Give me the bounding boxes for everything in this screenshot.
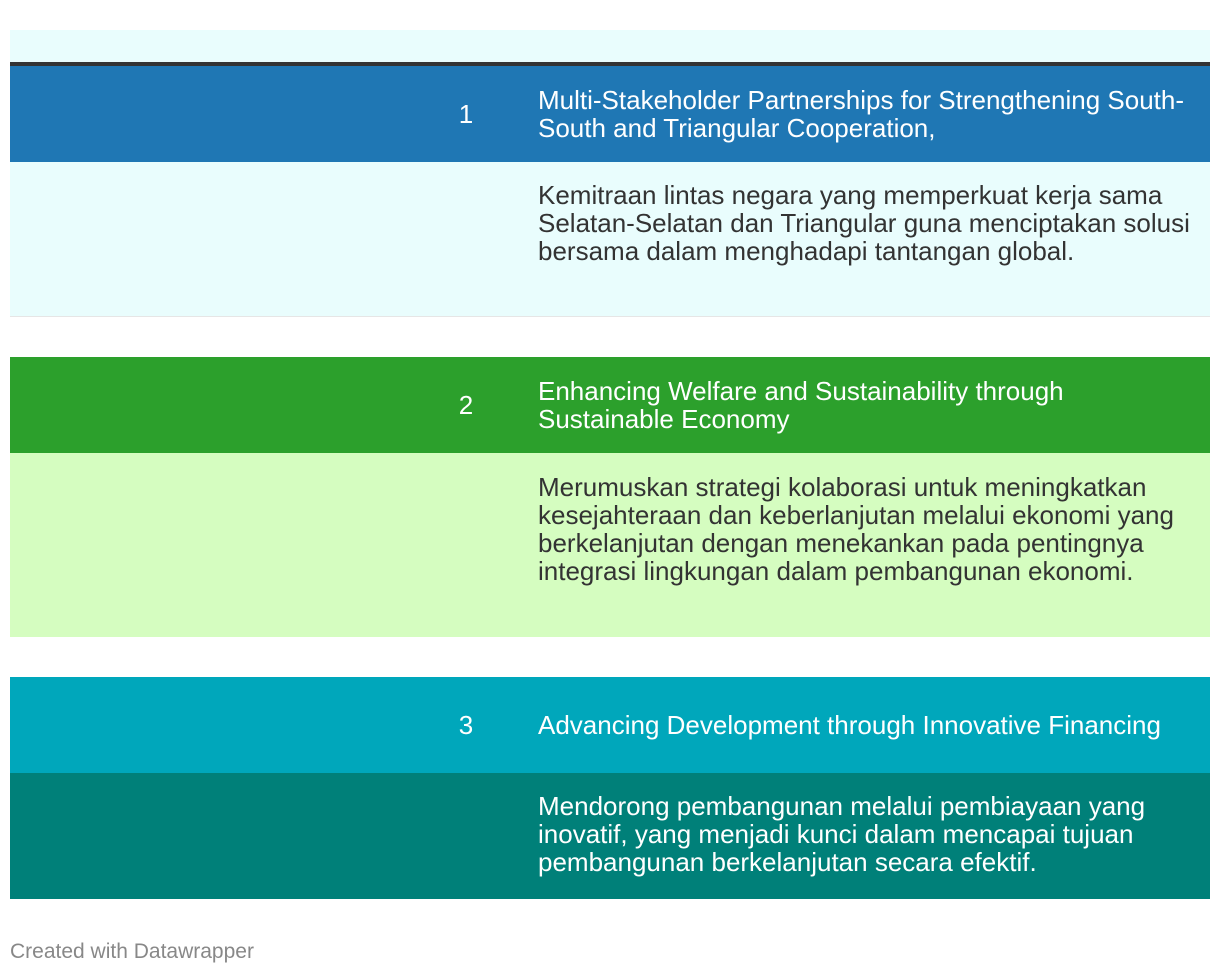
row-number: 3 [458, 709, 474, 740]
row-number-empty [430, 162, 502, 316]
blank-cell [10, 773, 430, 899]
blank-cell [10, 66, 430, 162]
datawrapper-credit-link[interactable]: Created with Datawrapper [10, 940, 254, 963]
row-title: Enhancing Welfare and Sustainability through Sustainable Economy [538, 376, 1064, 434]
row-title: Multi-Stakeholder Partnerships for Strengthening South-South and Triangular Cooperation, [538, 85, 1185, 143]
table-row [10, 66, 1210, 162]
row-number-empty [430, 773, 502, 899]
table-row [10, 162, 1210, 317]
table-row [10, 453, 1210, 637]
blank-cell [10, 677, 430, 773]
blank-cell [10, 162, 430, 316]
row-number: 1 [458, 98, 474, 129]
blank-cell [10, 357, 430, 453]
data-table [10, 30, 1210, 899]
row-number-empty [430, 453, 502, 637]
blank-cell [10, 453, 430, 637]
row-description: Kemitraan lintas negara yang memperkuat kerja sama Selatan-Selatan dan Triangular guna menciptakan solusi bersama dalam menghadapi tantangan global. [538, 180, 1190, 266]
table-row [10, 677, 1210, 773]
row-description: Mendorong pembangunan melalui pembiayaan yang inovatif, yang menjadi kunci dalam mencapai tujuan pembangunan berkelanjutan secara efektif. [538, 791, 1146, 877]
row-spacer [10, 637, 1210, 677]
row-description: Merumuskan strategi kolaborasi untuk meningkatkan kesejahteraan dan keberlanjutan melalui ekonomi yang berkelanjutan dengan menekankan pada pentingnya integrasi lingkungan dalam pembangunan ekonomi. [538, 472, 1174, 586]
row-number: 2 [458, 389, 474, 420]
row-spacer [10, 317, 1210, 357]
row-title: Advancing Development through Innovative Financing [538, 710, 1161, 740]
table-row [10, 773, 1210, 899]
table-header [10, 30, 1210, 66]
table-row [10, 357, 1210, 453]
